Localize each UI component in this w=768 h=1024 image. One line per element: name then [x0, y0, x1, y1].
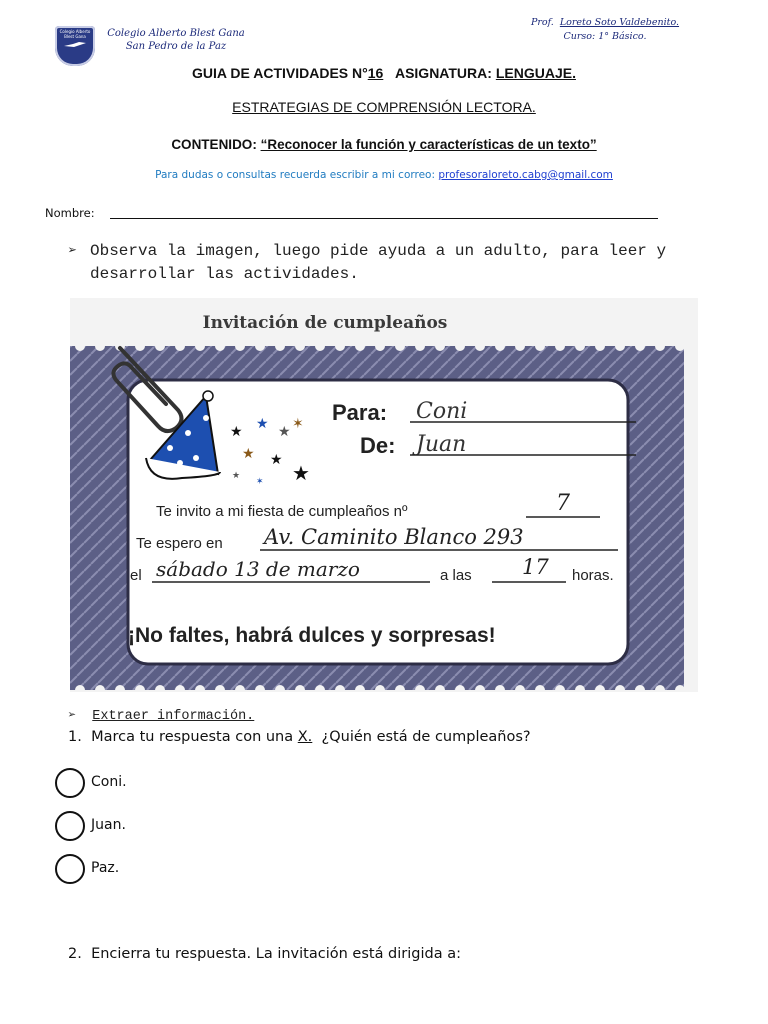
svg-text:★: ★: [292, 461, 310, 485]
name-label: Nombre:: [45, 206, 95, 220]
question-2-text: Encierra tu respuesta. La invitación está dirigida a:: [91, 946, 461, 962]
de-value: Juan: [416, 432, 467, 457]
svg-text:✶: ✶: [256, 477, 264, 487]
strategies-heading: [0, 99, 768, 115]
instruction-text: Observa la imagen, luego pide ayuda a un adulto, para leer y desarrollar las actividades.: [90, 242, 667, 283]
contact-text: Para dudas o consultas recuerda escribir a mi correo:: [155, 169, 436, 181]
bird-icon: [63, 41, 87, 49]
svg-text:★: ★: [242, 446, 255, 462]
school-name-line2: San Pedro de la Paz: [125, 41, 227, 52]
question-2: [68, 946, 461, 962]
arrow-bullet-icon: ➢: [68, 709, 77, 724]
svg-text:★: ★: [230, 424, 243, 440]
section-heading: [68, 707, 254, 724]
option-label: Juan.: [91, 817, 126, 833]
question-1-text-before: Marca tu respuesta con una: [91, 729, 294, 745]
content-heading: [0, 137, 768, 152]
teacher-line: [520, 16, 690, 30]
question-1-text-after: ¿Quién está de cumpleaños?: [321, 729, 531, 745]
asignatura-label: ASIGNATURA:: [394, 65, 492, 81]
answer-circle[interactable]: [55, 768, 85, 798]
asignatura-value: LENGUAJE.: [495, 65, 576, 81]
content-label: CONTENIDO:: [171, 137, 257, 152]
invitation-stamp-frame: [70, 298, 698, 692]
svg-text:★: ★: [232, 471, 241, 481]
guide-prefix: GUIA DE ACTIVIDADES N°: [192, 65, 368, 81]
invite-line3-prefix: el: [130, 567, 142, 584]
instruction: [68, 240, 688, 286]
school-name: [101, 27, 251, 53]
option-label: Coni.: [91, 774, 127, 790]
shield-text: Colegio Alberto Blest Gana: [59, 29, 91, 39]
para-label: Para:: [332, 400, 388, 425]
arrow-bullet-icon: ➢: [68, 243, 78, 260]
contact-line: [0, 169, 768, 181]
address-value: Av. Caminito Blanco 293: [264, 525, 524, 549]
invite-line2: Te espero en: [136, 535, 223, 552]
age-value: 7: [556, 491, 570, 516]
date-value: sábado 13 de marzo: [156, 557, 360, 581]
guide-title: [0, 65, 768, 81]
invite-closing: ¡No faltes, habrá dulces y sorpresas!: [128, 624, 496, 647]
school-logo-block: [55, 26, 245, 66]
school-shield-logo: [55, 26, 95, 66]
invite-line3-mid: a las: [440, 567, 472, 584]
prof-name: Loreto Soto Valdebenito.: [559, 17, 680, 28]
answer-circle[interactable]: [55, 854, 85, 884]
invite-line3-suffix: horas.: [572, 567, 614, 584]
invitation-title: Invitación de cumpleaños: [202, 313, 448, 333]
option-label: Paz.: [91, 860, 120, 876]
teacher-info: [520, 16, 690, 44]
option-coni[interactable]: [55, 774, 127, 790]
svg-text:✶: ✶: [292, 416, 304, 432]
section-title: Extraer información.: [92, 709, 255, 724]
question-1-number: 1.: [68, 729, 82, 745]
question-2-number: 2.: [68, 946, 82, 962]
answer-circle[interactable]: [55, 811, 85, 841]
school-name-line1: Colegio Alberto Blest Gana: [107, 28, 245, 39]
email-link[interactable]: profesoraloreto.cabg@gmail.com: [438, 169, 613, 181]
svg-text:★: ★: [270, 452, 283, 468]
invite-line1: Te invito a mi fiesta de cumpleaños nº: [156, 503, 408, 520]
de-label: De:: [360, 433, 396, 458]
para-value: Coni: [416, 399, 468, 424]
question-1: [68, 729, 531, 745]
hour-value: 17: [522, 555, 549, 579]
prof-label: Prof.: [530, 17, 554, 28]
question-1-mark: X.: [297, 729, 313, 745]
content-text: “Reconocer la función y características de un texto”: [260, 137, 597, 152]
name-field[interactable]: [110, 218, 658, 219]
option-juan[interactable]: [55, 817, 126, 833]
curso-line: Curso: 1° Básico.: [563, 31, 647, 42]
option-paz[interactable]: [55, 860, 119, 876]
svg-text:★: ★: [278, 424, 291, 440]
guide-number: 16: [367, 65, 384, 81]
svg-text:★: ★: [256, 416, 269, 432]
strategies-text: ESTRATEGIAS DE COMPRENSIÓN LECTORA.: [232, 99, 536, 115]
